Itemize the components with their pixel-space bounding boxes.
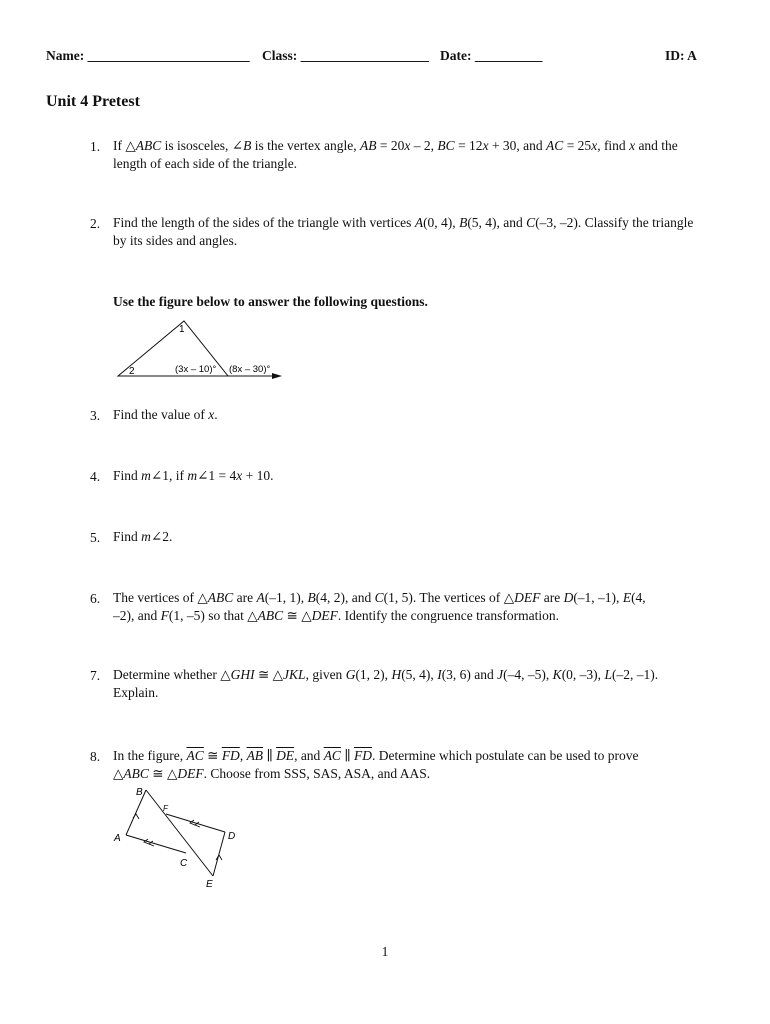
q4-part: ∠1, if <box>150 468 188 483</box>
q6-part: The vertices of <box>113 590 198 605</box>
q6-part: (1, –5) so that <box>168 608 248 623</box>
question-number-7: 7. <box>90 668 101 683</box>
q7-part: (1, 2), <box>355 667 392 682</box>
q6-part: are <box>233 590 257 605</box>
q8-part: ABC <box>123 766 149 781</box>
figure-instruction: Use the figure below to answer the following questions. <box>113 294 428 309</box>
triangle-symbol: △ <box>125 138 136 153</box>
q7-part: , given <box>305 667 346 682</box>
triangle-symbol: △ <box>247 608 258 623</box>
q2-part: (0, 4), <box>423 215 460 230</box>
name-field-label: Name: ________________________ <box>46 48 250 63</box>
segment-label: $\overline{FD}$ <box>353 748 372 763</box>
q6-part: (4, <box>631 590 646 605</box>
q2-part: A <box>414 215 424 230</box>
q2-part: (–3, –2). Classify the triangle <box>535 215 694 230</box>
angle-1-label: 1 <box>179 324 185 335</box>
q6-part: (–1, 1), <box>264 590 308 605</box>
vertex-a-label: A <box>114 833 121 844</box>
triangle-symbol: △ <box>220 667 231 682</box>
segment-label: $\overline{AB}$ <box>246 748 264 763</box>
vertex-c-label: C <box>180 858 188 869</box>
q6-part: A <box>256 590 265 605</box>
vertex-e-label: E <box>206 879 213 890</box>
q1-part: AC <box>546 138 564 153</box>
vertex-b-label: B <box>136 787 143 798</box>
q4-part: + 10. <box>242 468 274 483</box>
q7-part: Determine whether <box>113 667 221 682</box>
question-4-text <box>113 467 274 485</box>
q8-part: ∥ <box>340 748 354 763</box>
question-number-6: 6. <box>90 591 101 606</box>
q1-part: B <box>243 138 252 153</box>
q7-part: J <box>497 667 504 682</box>
question-6-text <box>113 589 733 625</box>
q4-part: m <box>141 468 151 483</box>
arrow-head-icon <box>272 373 282 379</box>
parallel-mark-icon <box>216 855 222 860</box>
q7-part: K <box>552 667 562 682</box>
question-7-text <box>113 666 733 702</box>
q6-part: DEF <box>514 590 541 605</box>
q8-part: ≅ <box>148 766 167 781</box>
triangle-symbol: △ <box>197 590 208 605</box>
q7-part: (–2, –1). <box>611 667 659 682</box>
question-2-line-1 <box>113 214 733 232</box>
q4-part: ∠1 = 4 <box>197 468 237 483</box>
q1-part: and the <box>635 138 678 153</box>
q7-part: H <box>391 667 402 682</box>
q2-part: B <box>459 215 468 230</box>
question-8-line-1 <box>113 747 733 765</box>
q1-part: = 12 <box>454 138 483 153</box>
q6-part: (1, 5). The vertices of <box>383 590 504 605</box>
question-1-line-2: length of each side of the triangle. <box>113 156 298 171</box>
congruent-triangles-figure <box>108 784 248 892</box>
q7-part: G <box>345 667 356 682</box>
question-5-text <box>113 528 172 546</box>
test-id: ID: A <box>665 48 697 63</box>
q1-part: x <box>482 138 489 153</box>
q6-part: . Identify the congruence transformation. <box>337 608 560 623</box>
q8-part: ≅ <box>203 748 222 763</box>
segment-label: $\overline{AC}$ <box>186 748 204 763</box>
q7-part: (0, –3), <box>561 667 605 682</box>
q5-part: ∠2. <box>150 529 173 544</box>
q1-part: ABC <box>135 138 162 153</box>
vertex-d-label: D <box>228 831 236 842</box>
triangle-figure <box>112 318 292 384</box>
q8-part: , <box>239 748 247 763</box>
date-field-label: Date: __________ <box>440 48 543 63</box>
q8-part: . Choose from SSS, SAS, ASA, and AAS. <box>203 766 431 781</box>
exterior-angle-expression: (8x – 30)° <box>229 364 271 375</box>
q8-part: DEF <box>177 766 204 781</box>
vertex-f-label: F <box>163 804 168 813</box>
question-8-text <box>113 747 733 783</box>
segment-de <box>213 832 225 876</box>
q6-part: –2), and <box>113 608 161 623</box>
segment-fd <box>166 814 225 832</box>
question-number-4: 4. <box>90 469 101 484</box>
q1-part: If <box>113 138 126 153</box>
question-7-line-1 <box>113 666 733 684</box>
triangle-symbol: △ <box>113 766 124 781</box>
class-field-label: Class: ___________________ <box>262 48 429 63</box>
triangle-symbol: △ <box>301 608 312 623</box>
q6-part: are <box>540 590 564 605</box>
segment-label: $\overline{FD}$ <box>221 748 240 763</box>
q8-part: . Determine which postulate can be used to prove <box>371 748 639 763</box>
q1-part: – 2, <box>410 138 438 153</box>
q7-part: JKL <box>283 667 306 682</box>
q6-part: F <box>160 608 169 623</box>
segment-label: $\overline{AC}$ <box>323 748 341 763</box>
interior-angle-expression: (3x – 10)° <box>175 364 217 375</box>
q5-part: m <box>141 529 151 544</box>
q8-part: In the figure, <box>113 748 187 763</box>
q2-part: Find the length of the sides of the triangle with vertices <box>113 215 415 230</box>
q4-part: Find <box>113 468 142 483</box>
triangle-symbol: △ <box>503 590 515 605</box>
q1-part: , find <box>597 138 630 153</box>
q1-part: AB <box>360 138 377 153</box>
q7-part: I <box>437 667 442 682</box>
q6-part: ABC <box>207 590 234 605</box>
q7-part: (5, 4), <box>401 667 438 682</box>
question-7-line-2: Explain. <box>113 685 159 700</box>
question-3-text <box>113 406 218 424</box>
q1-part: = 25 <box>563 138 592 153</box>
question-number-8: 8. <box>90 749 101 764</box>
q3-part: . <box>214 407 218 422</box>
segment-ac <box>126 835 186 853</box>
q1-part: + 30, and <box>488 138 547 153</box>
q1-part: x <box>591 138 598 153</box>
q1-part: x <box>404 138 411 153</box>
page-number: 1 <box>381 944 389 959</box>
q1-part: = 20 <box>376 138 405 153</box>
q6-part: B <box>307 590 316 605</box>
question-6-line-1 <box>113 589 733 607</box>
q4-part: x <box>236 468 243 483</box>
question-6-line-2 <box>113 607 733 625</box>
q7-part: GHI <box>230 667 255 682</box>
q8-part: ∥ <box>263 748 277 763</box>
q7-part: ≅ <box>254 667 273 682</box>
triangle-symbol: △ <box>272 667 284 682</box>
q4-part: m <box>187 468 198 483</box>
question-number-2: 2. <box>90 216 101 231</box>
q5-part: Find <box>113 529 142 544</box>
q7-part: L <box>604 667 612 682</box>
question-8-line-2 <box>113 765 733 783</box>
question-1-line-1 <box>113 137 733 155</box>
q6-part: D <box>563 590 574 605</box>
q1-part: x <box>629 138 636 153</box>
q3-part: Find the value of <box>113 407 209 422</box>
q6-part: C <box>374 590 384 605</box>
q2-part: (5, 4), and <box>467 215 527 230</box>
q8-part: , and <box>294 748 324 763</box>
question-number-1: 1. <box>90 139 101 154</box>
q6-part: ≅ <box>283 608 302 623</box>
question-number-3: 3. <box>90 408 101 423</box>
q7-part: (–4, –5), <box>503 667 553 682</box>
q6-part: ABC <box>257 608 284 623</box>
q6-part: E <box>622 590 632 605</box>
q1-part: is isosceles, ∠ <box>161 138 244 153</box>
q7-part: (3, 6) and <box>441 667 498 682</box>
q2-part: C <box>526 215 536 230</box>
angle-2-label: 2 <box>129 366 135 377</box>
question-number-5: 5. <box>90 530 101 545</box>
triangle-symbol: △ <box>166 766 178 781</box>
segment-label: $\overline{DE}$ <box>276 748 295 763</box>
q1-part: is the vertex angle, <box>251 138 361 153</box>
page-title: Unit 4 Pretest <box>46 93 140 110</box>
question-2-line-2: by its sides and angles. <box>113 233 238 248</box>
q6-part: DEF <box>311 608 338 623</box>
q6-part: (–1, –1), <box>573 590 623 605</box>
question-2-text <box>113 214 733 250</box>
question-1-text <box>113 137 733 173</box>
q1-part: BC <box>437 138 455 153</box>
q3-part: x <box>208 407 215 422</box>
q6-part: (4, 2), and <box>315 590 375 605</box>
